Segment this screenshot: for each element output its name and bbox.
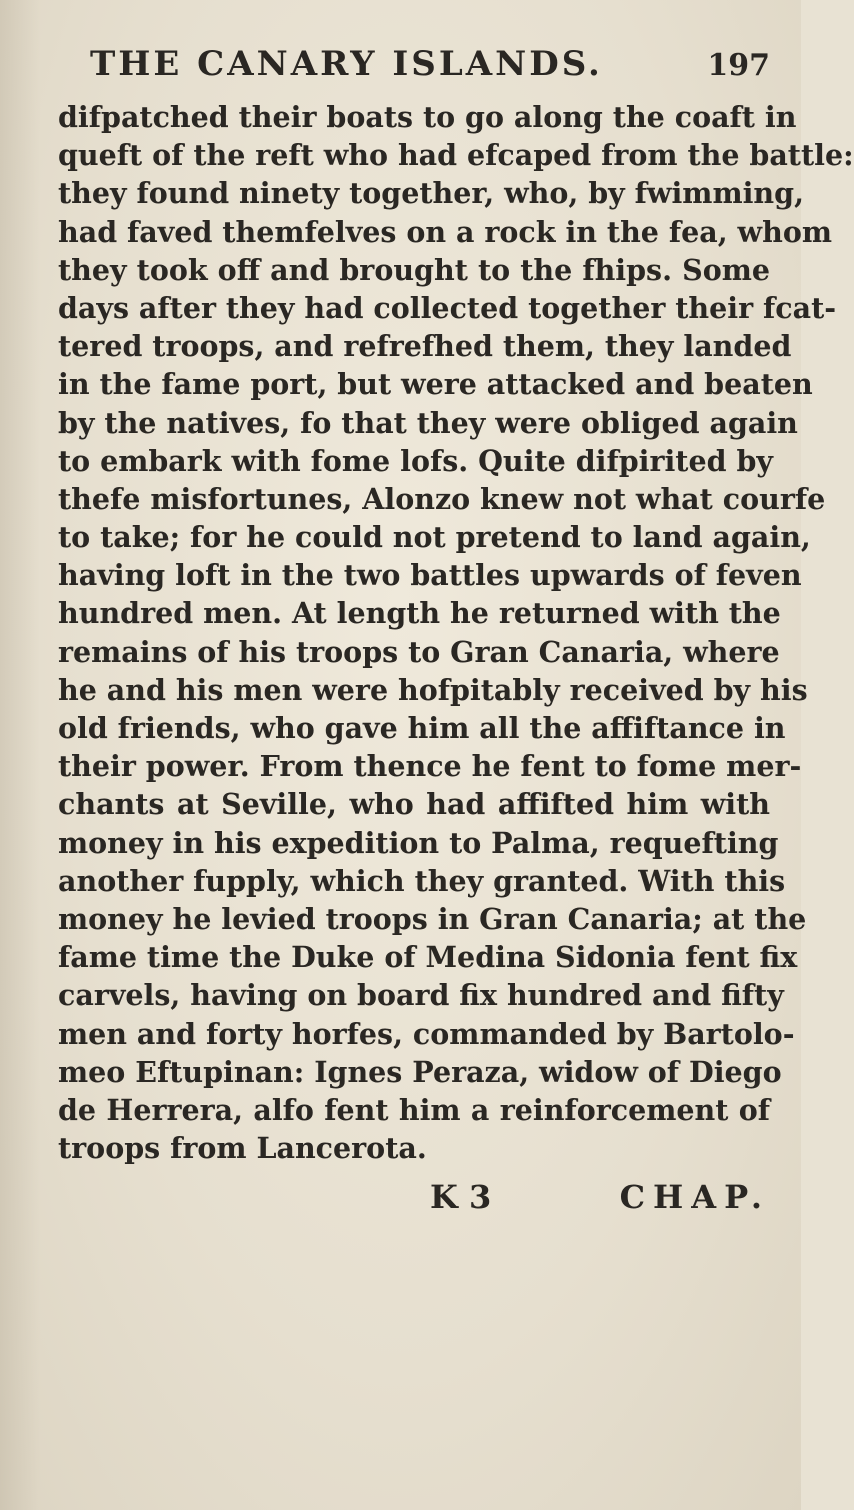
text-line: to take; for he could not pretend to land again, [58,520,811,555]
text-line: meo Eftupinan: Ignes Peraza, widow of Diego [58,1054,782,1089]
text-line: tered troops, and refrefhed them, they landed [58,329,792,364]
text-line: difpatched their boats to go along the coaft in [58,100,797,134]
text-line: old friends, who gave him all the affiftance in [58,711,786,745]
text-line: queft of the reft who had efcaped from the battle: [58,138,854,173]
page-header [90,44,770,94]
signature-mark: K 3 [430,1178,492,1216]
text-line: in the fame port, but were attacked and beaten [58,367,813,402]
page-footer [430,1178,770,1226]
text-line: had faved themfelves on a rock in the fea, whom [58,214,832,249]
text-line: troops from Lancerota. [58,1131,427,1166]
catchword: CHAP. [619,1178,770,1216]
text-line: hundred men. At length he returned with the [58,596,781,631]
text-line: their power. From thence he fent to fome mer- [58,749,802,784]
text-line: another fupply, which they granted. With this [58,863,786,898]
text-line: de Herrera, alfo fent him a reinforcement of [58,1092,770,1127]
text-line: thefe misfortunes, Alonzo knew not what courfe [58,481,826,516]
text-line: carvels, having on board fix hundred and fifty [58,978,784,1013]
text-line: fame time the Duke of Medina Sidonia fent fix [58,940,798,975]
gutter-shadow [0,0,40,1510]
text-line: to embark with fome lofs. Quite difpirited by [58,443,773,478]
text-line: they took off and brought to the fhips. Some [58,252,770,287]
text-line: remains of his troops to Gran Canaria, where [58,634,780,669]
text-line: men and forty horfes, commanded by Bartolo- [58,1016,795,1051]
page-number: 197 [707,48,770,83]
text-line: money in his expedition to Palma, requefting [58,825,779,860]
text-line: by the natives, fo that they were obliged again [58,405,798,440]
text-line: chants at Seville, who had affifted him with [58,787,770,822]
text-line: days after they had collected together their fcat- [58,290,837,325]
running-title: THE CANARY ISLANDS. [90,44,603,84]
text-line: they found ninety together, who, by fwimming, [58,176,804,211]
text-line: having loft in the two battles upwards of feven [58,558,802,593]
text-line: he and his men were hofpitably received by his [58,672,808,707]
text-line: money he levied troops in Gran Canaria; at the [58,901,807,936]
body-text [58,98,854,1167]
